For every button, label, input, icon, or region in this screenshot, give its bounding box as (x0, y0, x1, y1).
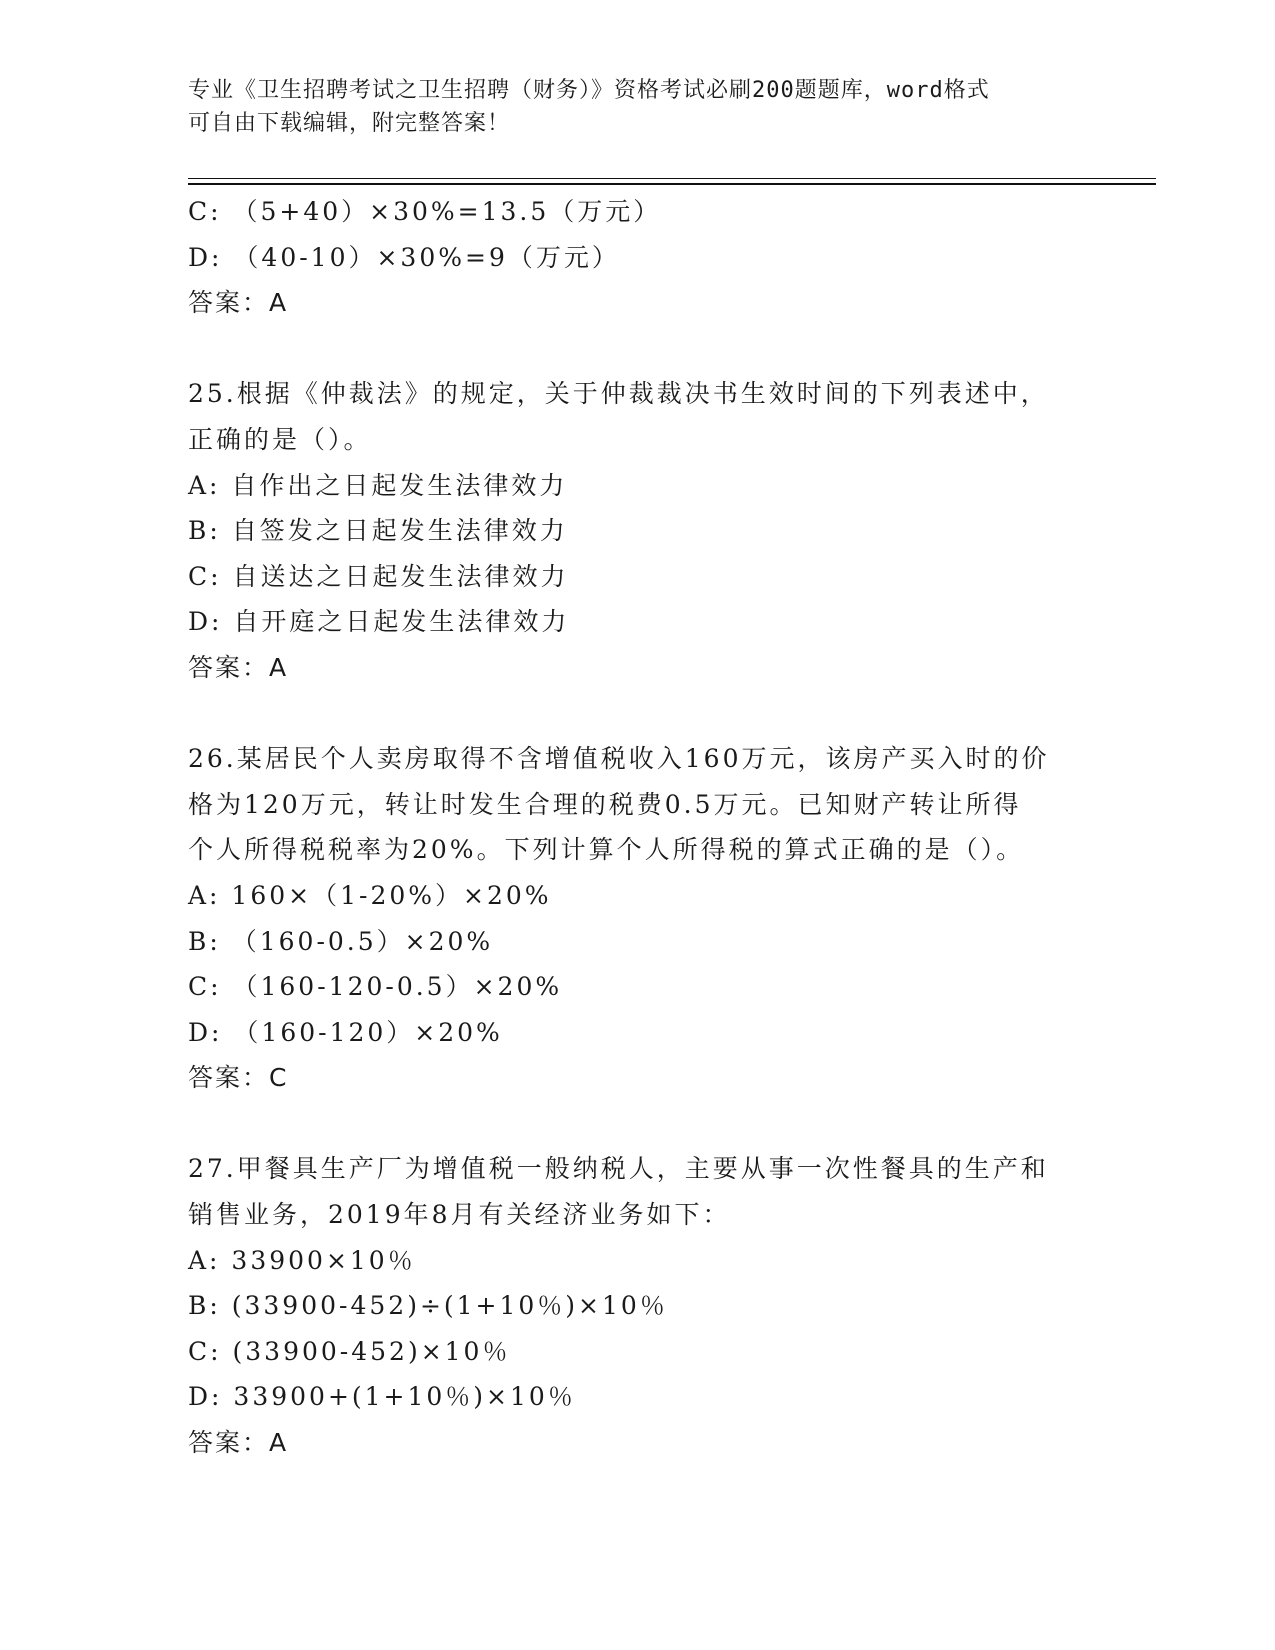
option-a: A: 33900×10％ (188, 1245, 416, 1275)
option-c: C: （160-120-0.5）×20% (188, 972, 563, 1002)
option-d: D: 自开庭之日起发生法律效力 (188, 607, 570, 637)
question-27 (188, 1146, 1088, 1465)
option-d: D: （160-120）×20% (188, 1017, 503, 1047)
document-header (188, 74, 1088, 140)
question-stem: 25.根据《仲裁法》的规定，关于仲裁裁决书生效时间的下列表述中， (188, 379, 1049, 409)
answer-line: 答案：C (188, 1063, 289, 1093)
question-stem: 个人所得税税率为20%。下列计算个人所得税的算式正确的是（）。 (188, 835, 1025, 865)
option-a: A: 自作出之日起发生法律效力 (188, 470, 568, 500)
option-d: D: 33900+(1+10％)×10％ (188, 1382, 576, 1412)
option-c: C: 自送达之日起发生法律效力 (188, 561, 569, 591)
option-a: A: 160×（1-20%）×20% (188, 880, 552, 910)
answer-line: 答案：A (188, 288, 289, 318)
question-stem: 销售业务，2019年8月有关经济业务如下： (188, 1200, 731, 1230)
option-c: C: （5+40）×30%=13.5（万元） (188, 197, 662, 226)
question-stem: 正确的是（）。 (188, 424, 372, 454)
option-b: B: (33900-452)÷(1+10％)×10％ (188, 1291, 668, 1321)
option-b: B: 自签发之日起发生法律效力 (188, 516, 568, 546)
header-rule-thin (188, 178, 1156, 179)
question-prev (188, 189, 1088, 326)
option-d: D: （40-10）×30%=9（万元） (188, 242, 620, 272)
option-b: B: （160-0.5）×20% (188, 926, 494, 956)
header-line-1: 专业《卫生招聘考试之卫生招聘（财务）》资格考试必刷200题题库，word格式 (188, 78, 990, 103)
answer-line: 答案：A (188, 1428, 289, 1458)
question-25 (188, 371, 1088, 690)
header-line-2: 可自由下载编辑，附完整答案！ (188, 111, 511, 136)
question-stem: 格为120万元，转让时发生合理的税费0.5万元。已知财产转让所得 (188, 789, 1022, 819)
header-rule-thick (188, 183, 1156, 185)
question-stem: 26.某居民个人卖房取得不含增值税收入160万元，该房产买入时的价 (188, 744, 1050, 774)
question-stem: 27.甲餐具生产厂为增值税一般纳税人，主要从事一次性餐具的生产和 (188, 1154, 1049, 1184)
document-body (188, 189, 1088, 1466)
answer-line: 答案：A (188, 652, 289, 682)
option-c: C: (33900-452)×10％ (188, 1336, 511, 1366)
question-26 (188, 736, 1088, 1101)
